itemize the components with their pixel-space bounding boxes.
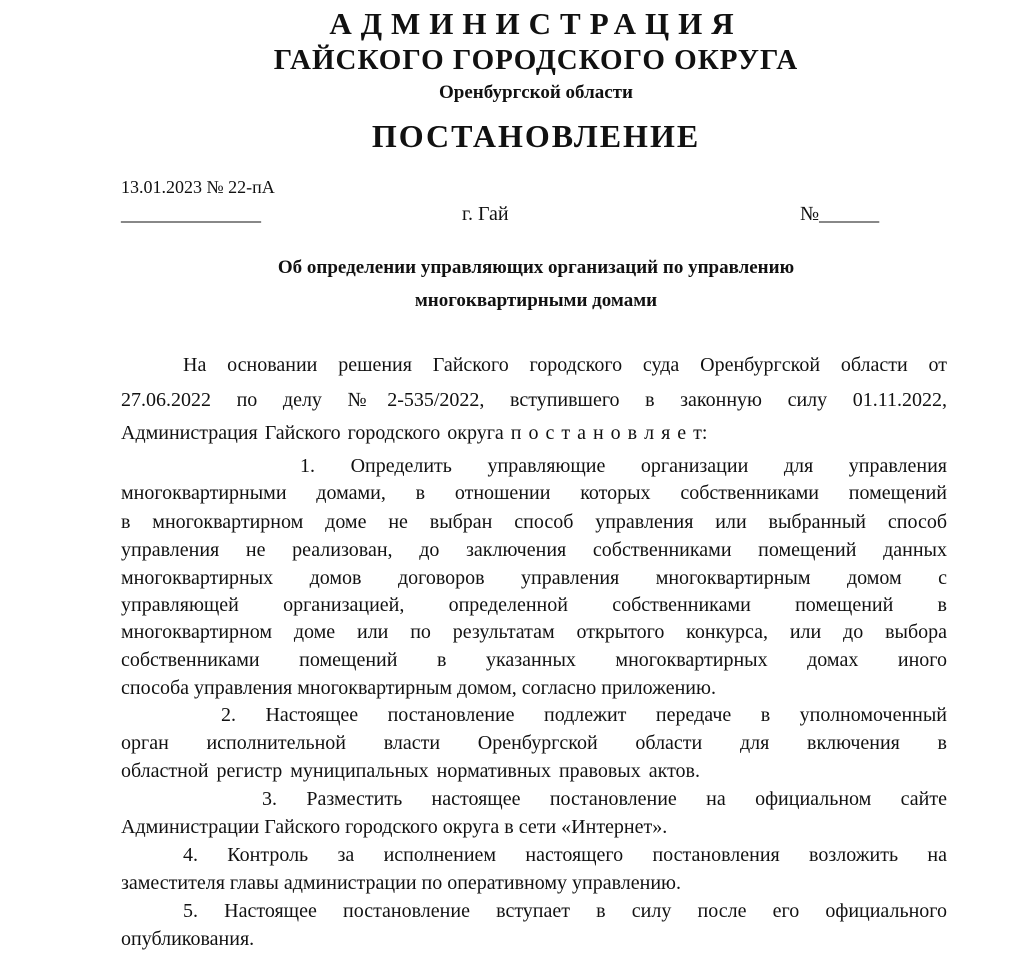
region-name: Оренбургской области — [439, 82, 633, 103]
preamble-line: Администрация Гайского городского округа п о с т а н о в л я е т: — [121, 422, 708, 444]
org-name-line2: ГАЙСКОГО ГОРОДСКОГО ОКРУГА — [273, 44, 799, 76]
registration-date-number: 13.01.2023 № 22-пА — [121, 177, 275, 197]
item1-line: управляющей организацией, определенной собственниками помещений в — [121, 594, 947, 616]
item1-line: управления не реализован, до заключения собственниками помещений данных — [121, 539, 947, 561]
item2-line: 2. Настоящее постановление подлежит передаче в уполномоченный — [221, 704, 947, 726]
city-name: г. Гай — [462, 203, 509, 225]
item1-line: способа управления многоквартирным домом, согласно приложению. — [121, 677, 716, 699]
preamble-line: 27.06.2022 по делу №2-535/2022, вступившего в законную силу 01.11.2022, — [121, 389, 947, 411]
document-type: ПОСТАНОВЛЕНИЕ — [371, 118, 701, 154]
org-name-line1: АДМИНИСТРАЦИЯ — [329, 6, 743, 41]
document-title-line1: Об определении управляющих организаций по управлению — [277, 257, 795, 278]
item3-line: Администрации Гайского городского округа в сети «Интернет». — [121, 816, 668, 838]
item2-line: орган исполнительной власти Оренбургской области для включения в — [121, 732, 947, 754]
item4-line: заместителя главы администрации по оперативному управлению. — [121, 872, 681, 894]
document-title-line2: многоквартирными домами — [414, 290, 658, 311]
item3-line: 3. Разместить настоящее постановление на официальном сайте — [262, 788, 947, 810]
item5-line: 5. Настоящее постановление вступает в силу после его официального — [183, 900, 947, 922]
item5-line: опубликования. — [121, 928, 255, 950]
preamble-line: На основании решения Гайского городского суда Оренбургской области от — [183, 354, 947, 376]
item1-line: 1. Определить управляющие организации для управления — [300, 455, 947, 477]
item4-line: 4. Контроль за исполнением настоящего постановления возложить на — [183, 844, 947, 866]
item1-line: в многоквартирном доме не выбран способ управления или выбранный способ — [121, 511, 947, 533]
date-blank-line: ______________ — [121, 203, 261, 225]
number-blank-line: №______ — [800, 203, 880, 225]
item1-line: собственниками помещений в указанных многоквартирных домах иного — [121, 649, 947, 671]
item1-line: многоквартирными домами, в отношении которых собственниками помещений — [121, 482, 947, 504]
item1-line: многоквартирных домов договоров управления многоквартирным домом с — [121, 567, 947, 589]
item2-line: областной регистр муниципальных нормативных правовых актов. — [121, 760, 700, 782]
item1-line: многоквартирном доме или по результатам открытого конкурса, или до выбора — [121, 621, 947, 643]
